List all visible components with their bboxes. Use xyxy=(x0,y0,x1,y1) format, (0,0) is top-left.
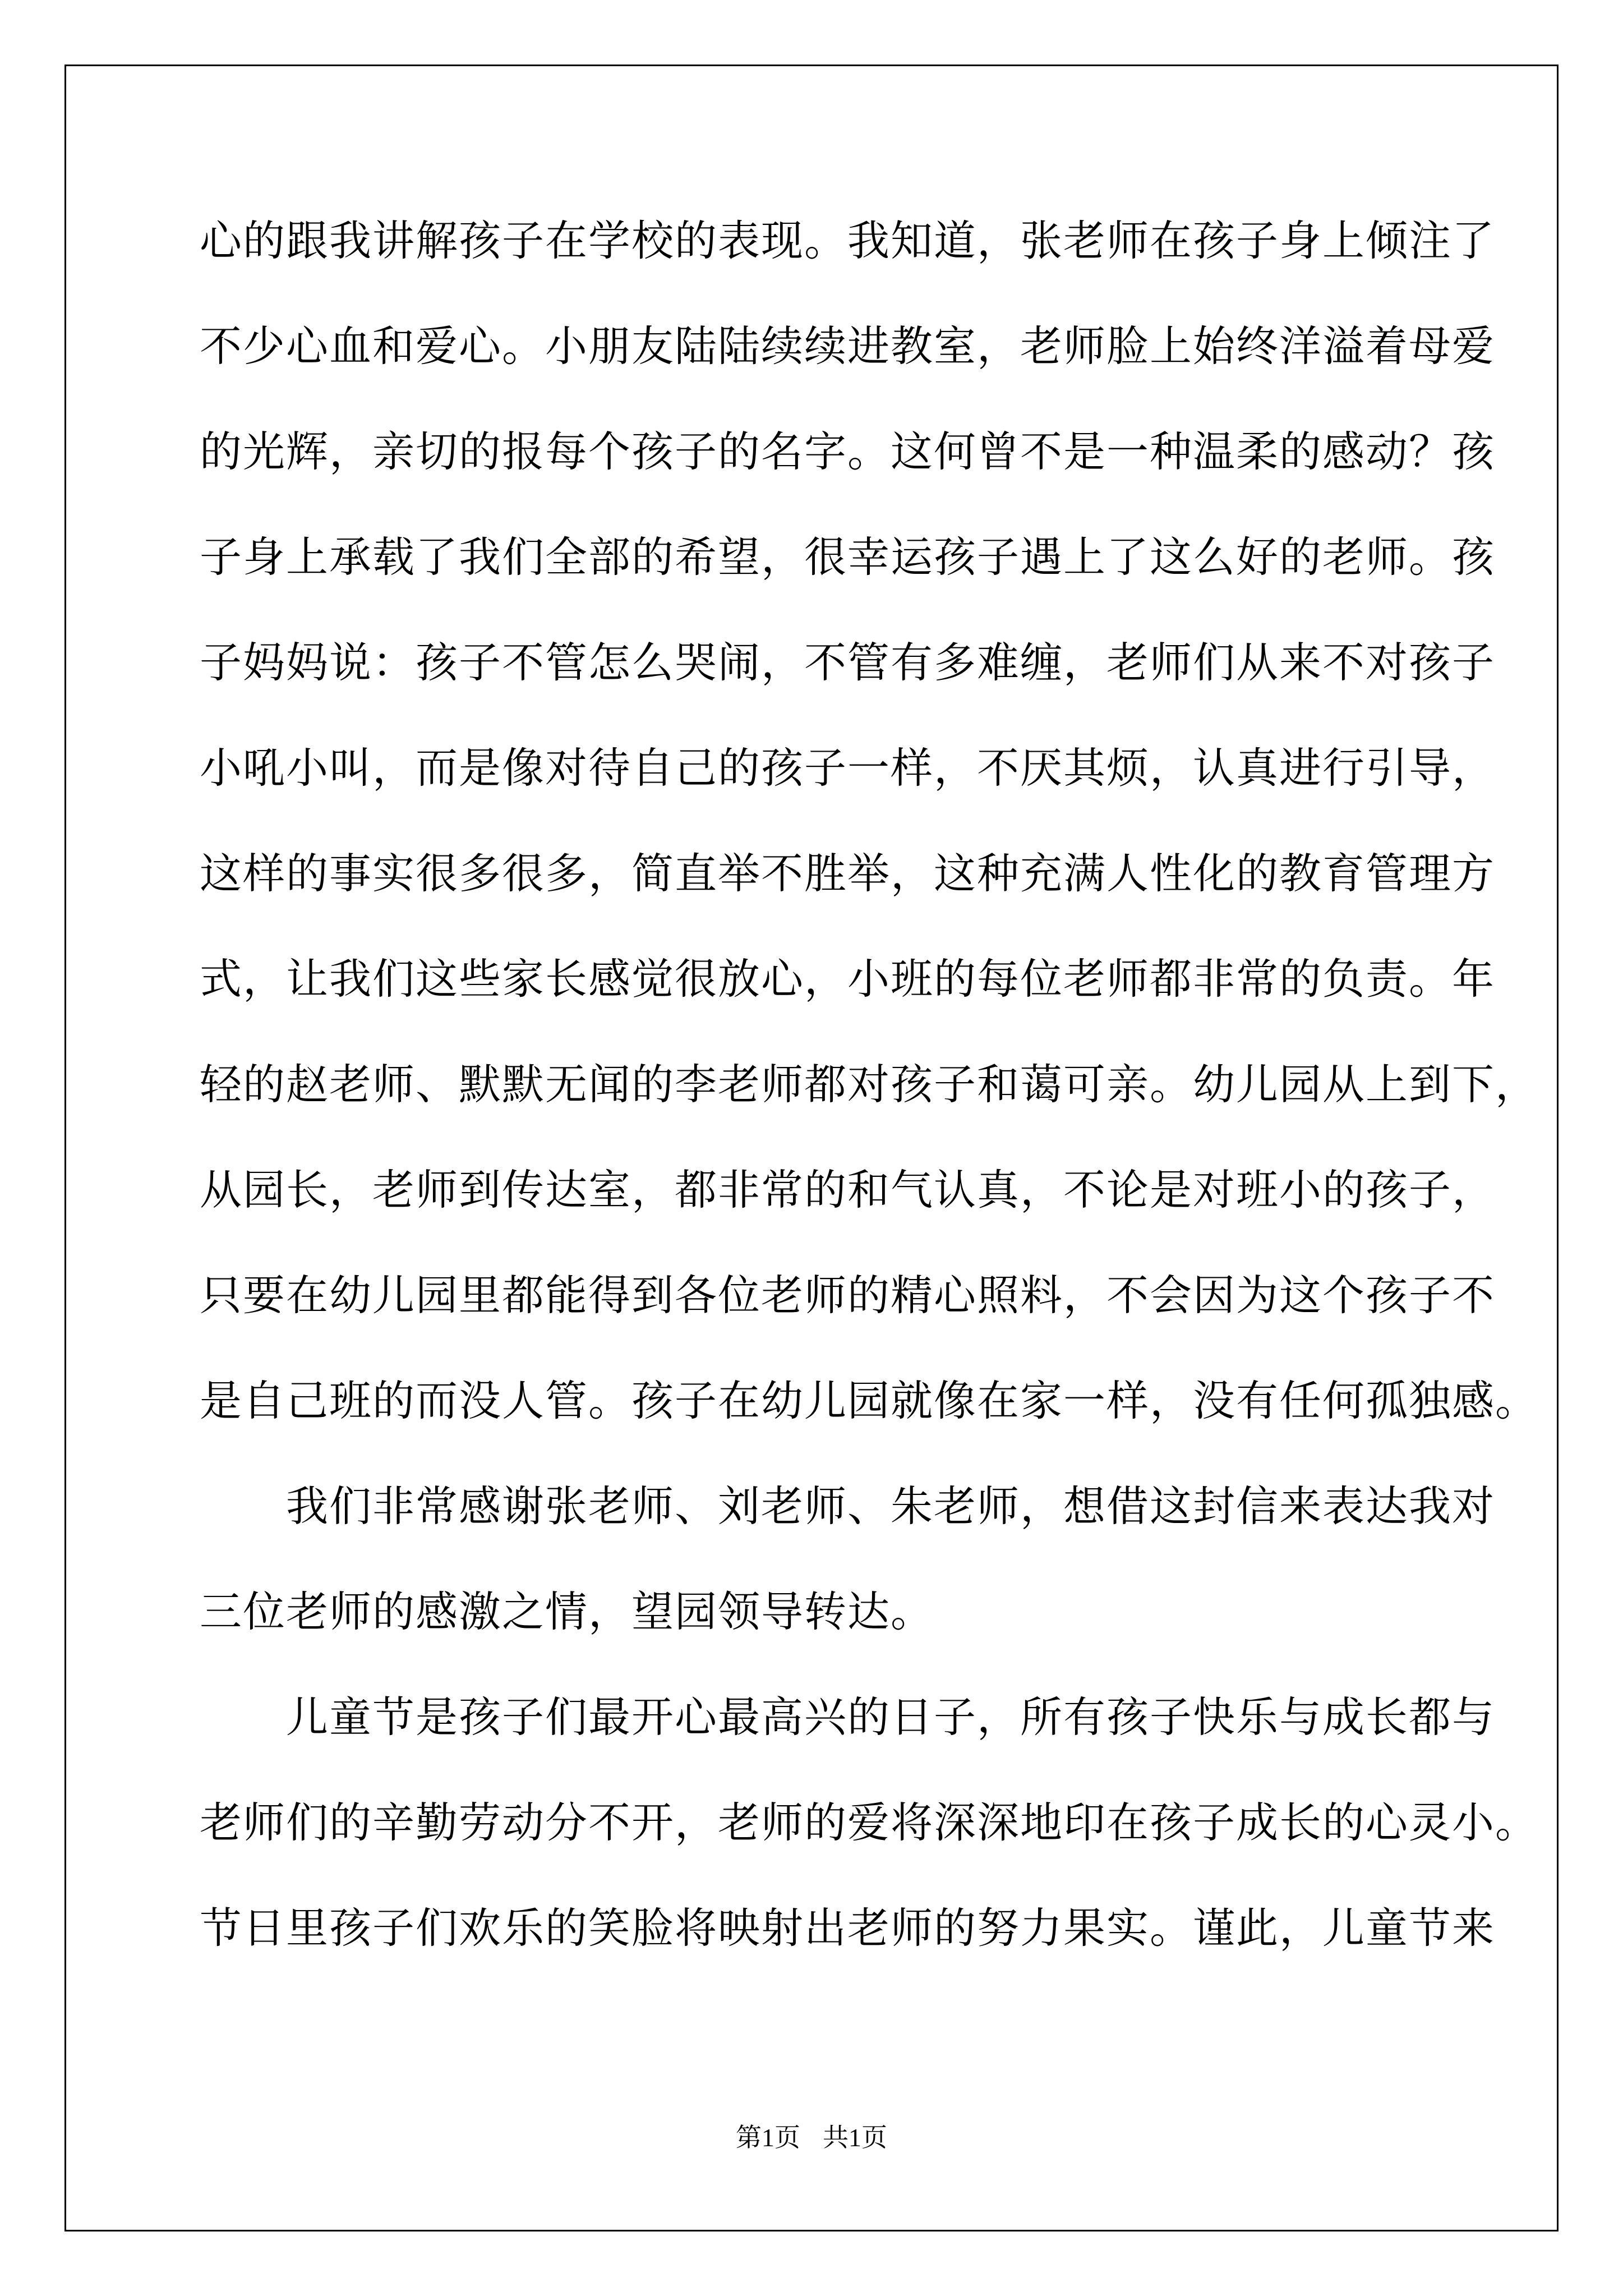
text-line: 老师们的辛勤劳动分不开，老师的爱将深深地印在孩子成长的心灵小。 xyxy=(200,1798,1539,1847)
page-total: 共1页 xyxy=(823,2123,887,2152)
text-line: 心的跟我讲解孩子在学校的表现。我知道，张老师在孩子身上倾注了 xyxy=(200,216,1496,265)
text-line: 子妈妈说：孩子不管怎么哭闹，不管有多难缠，老师们从来不对孩子 xyxy=(200,638,1496,687)
text-line: 子身上承载了我们全部的希望，很幸运孩子遇上了这么好的老师。孩 xyxy=(200,532,1496,582)
text-line: 我们非常感谢张老师、刘老师、朱老师，想借这封信来表达我对 xyxy=(200,1481,1496,1531)
text-line: 这样的事实很多很多，简直举不胜举，这种充满人性化的教育管理方 xyxy=(200,849,1496,898)
page-number: 第1页 xyxy=(736,2123,800,2152)
text-line: 式，让我们这些家长感觉很放心，小班的每位老师都非常的负责。年 xyxy=(200,954,1496,1004)
text-line: 的光辉，亲切的报每个孩子的名字。这何曾不是一种温柔的感动？孩 xyxy=(200,427,1496,476)
text-line: 轻的赵老师、默默无闻的李老师都对孩子和蔼可亲。幼儿园从上到下， xyxy=(200,1060,1539,1109)
text-line: 不少心血和爱心。小朋友陆陆续续进教室，老师脸上始终洋溢着母爱 xyxy=(200,321,1496,371)
text-line: 小吼小叫，而是像对待自己的孩子一样，不厌其烦，认真进行引导， xyxy=(200,743,1496,793)
page-footer xyxy=(0,2117,1623,2154)
text-line: 是自己班的而没人管。孩子在幼儿园就像在家一样，没有任何孤独感。 xyxy=(200,1376,1539,1425)
document-body xyxy=(200,188,1539,1981)
text-line: 只要在幼儿园里都能得到各位老师的精心照料，不会因为这个孩子不 xyxy=(200,1271,1496,1320)
text-line: 节日里孩子们欢乐的笑脸将映射出老师的努力果实。谨此，儿童节来 xyxy=(200,1903,1496,1953)
text-line: 儿童节是孩子们最开心最高兴的日子，所有孩子快乐与成长都与 xyxy=(200,1692,1496,1742)
text-line: 三位老师的感激之情，望园领导转达。 xyxy=(200,1587,934,1636)
text-line: 从园长，老师到传达室，都非常的和气认真，不论是对班小的孩子， xyxy=(200,1165,1496,1214)
